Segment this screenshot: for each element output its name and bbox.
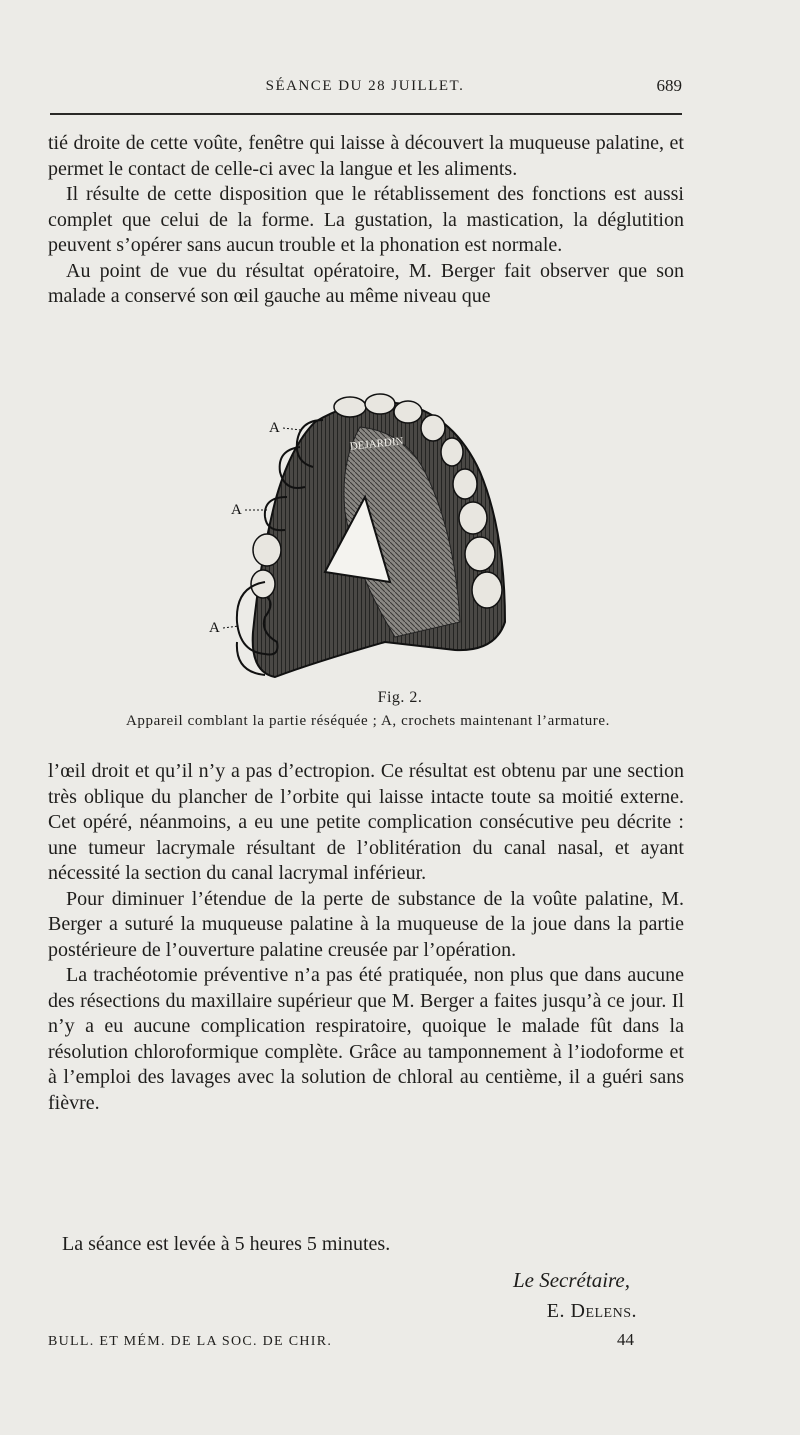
text-block-bottom: [48, 759, 684, 1116]
marker-a: A: [209, 620, 220, 636]
paragraph: Il résulte de cette disposition que le rétablissement des fonctions est aussi complet que celui de la forme. La gustation, la mastication, la déglutition peuvent s’opérer sans aucun trouble et la phonation est normale.: [48, 183, 684, 256]
marker-a: A: [231, 502, 242, 518]
footer-bulletin: BULL. ET MÉM. DE LA SOC. DE CHIR.: [48, 1334, 333, 1349]
page-number: 689: [656, 76, 682, 95]
paragraph: tié droite de cette voûte, fenêtre qui laisse à découvert la muqueuse palatine, et permet le contact de celle-ci avec la langue et les aliments.: [48, 132, 684, 180]
running-head: [50, 76, 680, 102]
engraving-inscription: DEJARDIN: [349, 435, 405, 453]
marker-a: A: [269, 420, 280, 436]
paragraph: Pour diminuer l’étendue de la perte de substance de la voûte palatine, M. Berger a suturé la muqueuse palatine à la muqueuse de la joue dans la partie postérieure de l’ouverture palatine creusée par l’opération.: [48, 887, 684, 961]
paragraph: Au point de vue du résultat opératoire, M. Berger fait observer que son malade a conservé son œil gauche au même niveau que: [48, 259, 684, 307]
footer-signature-number: 44: [617, 1330, 634, 1349]
signature-name: E. Delens.: [546, 1300, 637, 1322]
running-title: SÉANCE DU 28 JUILLET.: [265, 78, 465, 94]
figure-label: Fig. 2.: [377, 689, 423, 706]
paragraph: La trachéotomie préventive n’a pas été pratiquée, non plus que dans aucune des résections du maxillaire supérieur que M. Berger a faites jusqu’à ce jour. Il n’y a eu aucune complication respiratoire, quoique le malade fût dans la résolution chloroformique complète. Grâce au tamponnement à l’iodoforme et à l’emploi des lavages avec la solution de chloral au centième, il a guéri sans fièvre.: [48, 964, 684, 1114]
palate-prosthesis-illustration: [205, 392, 515, 682]
paragraph: l’œil droit et qu’il n’y a pas d’ectropion. Ce résultat est obtenu par une section très oblique du plancher de l’orbite qui laisse intacte toute sa moitié externe. Cet opéré, néanmoins, a eu une petite complication consécutive peu décrite : une tumeur lacrymale résultant de l’oblitération du canal nasal, et ayant nécessité la section du canal lacrymal inférieur.: [48, 760, 684, 884]
figure-dental-prosthesis: [205, 392, 515, 682]
figure-caption: Appareil comblant la partie réséquée ; A, crochets maintenant l’armature.: [125, 713, 611, 729]
text-block-top: [48, 131, 684, 310]
signature-role: Le Secrétaire,: [512, 1268, 630, 1292]
closing-line: La séance est levée à 5 heures 5 minutes.: [62, 1233, 391, 1255]
header-rule: [50, 113, 682, 115]
